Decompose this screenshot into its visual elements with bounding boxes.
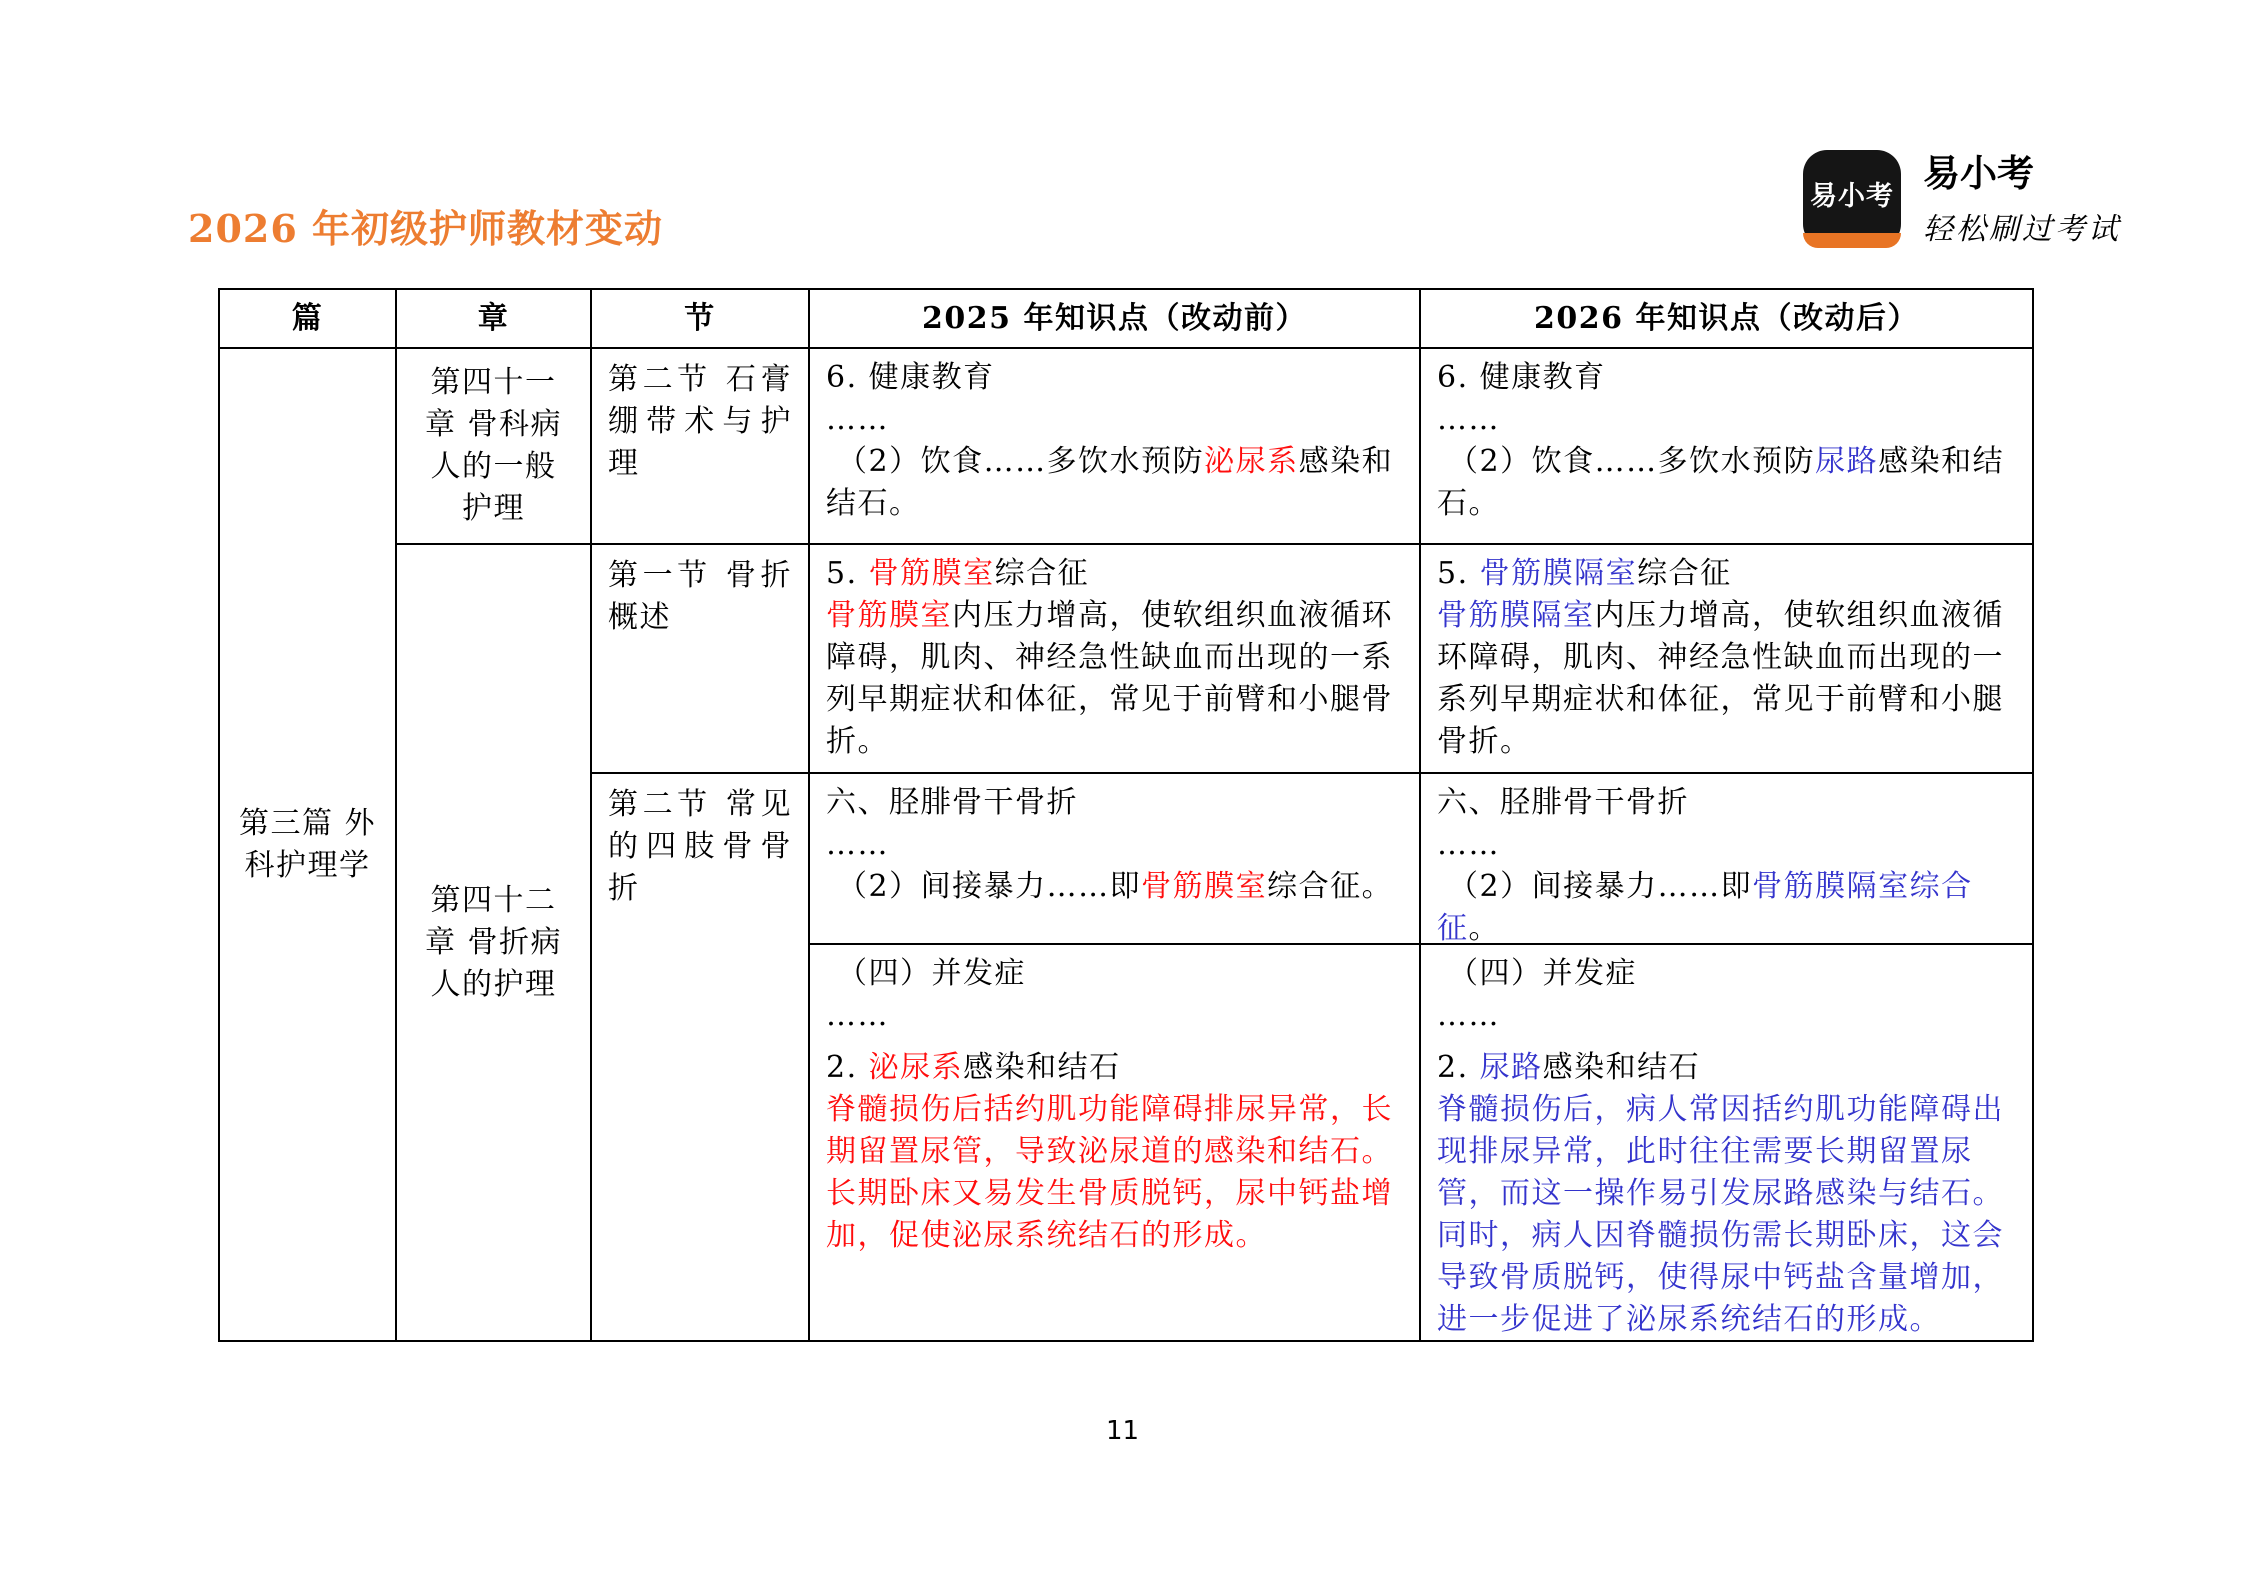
text-segment: 内压力增高，使软组织血液循环障碍，肌肉、神经急性缺血而出现的一系列早期症状和体征，常见于前臂和小腿骨折。 — [826, 598, 1393, 759]
text-segment: …… — [1437, 998, 1500, 1033]
text-segment: 内压力增高，使软组织血液循环障碍，肌肉、神经急性缺血而出现的一系列早期症状和体征，常见于前臂和小腿骨折。 — [1437, 598, 2004, 759]
changes-table — [218, 288, 2034, 1342]
app-logo-icon — [1803, 150, 1901, 248]
text-segment: 5. — [1437, 556, 1480, 591]
text-segment: …… — [826, 402, 889, 437]
header-2026: 2026 年知识点（改动后） — [1421, 290, 2032, 349]
text-line — [826, 553, 1403, 595]
changed-text: 泌尿系 — [868, 1050, 964, 1085]
changed-text: 骨筋膜隔室综合征 — [1437, 869, 1973, 945]
text-line — [1437, 441, 2016, 525]
changed-text: 骨筋膜室 — [826, 598, 952, 633]
text-line — [1437, 1047, 2016, 1089]
text-segment: （2）饮食……多饮水预防 — [1437, 444, 1816, 479]
text-segment: 感染和结石 — [1542, 1050, 1701, 1085]
text-segment: 六、胫腓骨干骨折 — [1437, 785, 1689, 820]
text-line — [1437, 824, 2016, 866]
text-segment: 5. — [826, 556, 869, 591]
changed-text: 泌尿系 — [1204, 444, 1299, 479]
text-line — [826, 824, 1403, 866]
text-segment: （2）间接暴力……即 — [826, 869, 1142, 904]
text-line — [1437, 1089, 2016, 1340]
text-line — [826, 866, 1403, 908]
cell-section-row2: 第一节 骨折概述 — [592, 545, 810, 774]
text-segment: （四）并发症 — [826, 956, 1027, 991]
text-segment: 六、胫腓骨干骨折 — [826, 785, 1078, 820]
brand-name: 易小考 — [1923, 152, 2034, 195]
cell-2025-row4 — [810, 945, 1421, 1340]
header-zhang: 章 — [397, 290, 592, 349]
text-line — [826, 995, 1403, 1037]
cell-2026-row4 — [1421, 945, 2032, 1340]
text-segment: …… — [826, 827, 889, 862]
text-line — [1437, 595, 2016, 763]
text-segment: 综合征。 — [1267, 869, 1394, 904]
cell-section-row1: 第二节 石膏绷带术与护理 — [592, 349, 810, 545]
changed-text: 骨筋膜隔室 — [1437, 598, 1595, 633]
text-line — [826, 782, 1403, 824]
text-line — [826, 441, 1403, 525]
cell-2026-row1 — [1421, 349, 2032, 545]
text-segment: 综合征 — [1637, 556, 1732, 591]
text-segment: 。 — [1468, 911, 1500, 945]
page-title: 2026 年初级护师教材变动 — [188, 206, 663, 251]
text-line — [826, 1089, 1403, 1257]
text-segment: 2. — [1437, 1050, 1480, 1085]
text-line — [1437, 995, 2016, 1037]
text-line — [1437, 399, 2016, 441]
text-line — [1437, 953, 2016, 995]
text-line — [1437, 866, 2016, 945]
header-2025: 2025 年知识点（改动前） — [810, 290, 1421, 349]
cell-pian: 第三篇 外科护理学 — [220, 349, 397, 1340]
changed-text: 尿路 — [1815, 444, 1879, 479]
text-line — [826, 399, 1403, 441]
changed-text: 脊髓损伤后，病人常因括约肌功能障碍出现排尿异常，此时往往需要长期留置尿管，而这一操作易引发尿路感染与结石。同时，病人因脊髓损伤需长期卧床，这会导致骨质脱钙，使得尿中钙盐含量增加，进一步促进了泌尿系统结石的形成。 — [1437, 1092, 2004, 1337]
text-line — [826, 357, 1403, 399]
text-segment: 感染和结石。 — [1437, 444, 2005, 521]
cell-2026-row2 — [1421, 545, 2032, 774]
changed-text: 骨筋膜隔室 — [1479, 556, 1638, 591]
cell-2025-row3 — [810, 774, 1421, 945]
header-pian: 篇 — [220, 290, 397, 349]
text-segment: 6. 健康教育 — [1437, 360, 1606, 395]
text-segment: …… — [1437, 827, 1500, 862]
text-segment: …… — [1437, 402, 1500, 437]
cell-2025-row2 — [810, 545, 1421, 774]
text-segment: （2）间接暴力……即 — [1437, 869, 1753, 904]
text-line — [1437, 357, 2016, 399]
page-number: 11 — [1105, 1416, 1140, 1446]
changed-text: 脊髓损伤后括约肌功能障碍排尿异常，长期留置尿管，导致泌尿道的感染和结石。长期卧床又易发生骨质脱钙，尿中钙盐增加，促使泌尿系统结石的形成。 — [826, 1092, 1393, 1253]
header-jie: 节 — [592, 290, 810, 349]
changed-text: 骨筋膜室 — [1141, 869, 1268, 904]
text-line — [826, 595, 1403, 763]
cell-chapter-42: 第四十二章 骨折病人的护理 — [397, 545, 592, 1340]
text-segment: 2. — [826, 1050, 869, 1085]
changed-text: 骨筋膜室 — [868, 556, 995, 591]
logo-accent-bar — [1803, 233, 1901, 248]
logo-badge-text: 易小考 — [1810, 180, 1894, 212]
brand-block — [1803, 150, 2121, 248]
text-line — [826, 953, 1403, 995]
text-segment: 6. 健康教育 — [826, 360, 995, 395]
changed-text: 尿路 — [1479, 1050, 1543, 1085]
text-line — [1437, 553, 2016, 595]
cell-2025-row1 — [810, 349, 1421, 545]
cell-chapter-41: 第四十一章 骨科病人的一般护理 — [397, 349, 592, 545]
text-line — [826, 1047, 1403, 1089]
cell-2026-row3 — [1421, 774, 2032, 945]
brand-text — [1923, 150, 2121, 248]
text-segment: …… — [826, 998, 889, 1033]
text-segment: （四）并发症 — [1437, 956, 1638, 991]
text-segment: 综合征 — [994, 556, 1090, 591]
text-segment: 感染和结石 — [963, 1050, 1121, 1085]
text-line — [1437, 782, 2016, 824]
text-segment: （2）饮食……多饮水预防 — [826, 444, 1205, 479]
text-segment: 感染和结石。 — [826, 444, 1394, 521]
cell-section-row34: 第二节 常见的四肢骨骨折 — [592, 774, 810, 1340]
brand-tagline: 轻松刷过考试 — [1923, 212, 2121, 247]
